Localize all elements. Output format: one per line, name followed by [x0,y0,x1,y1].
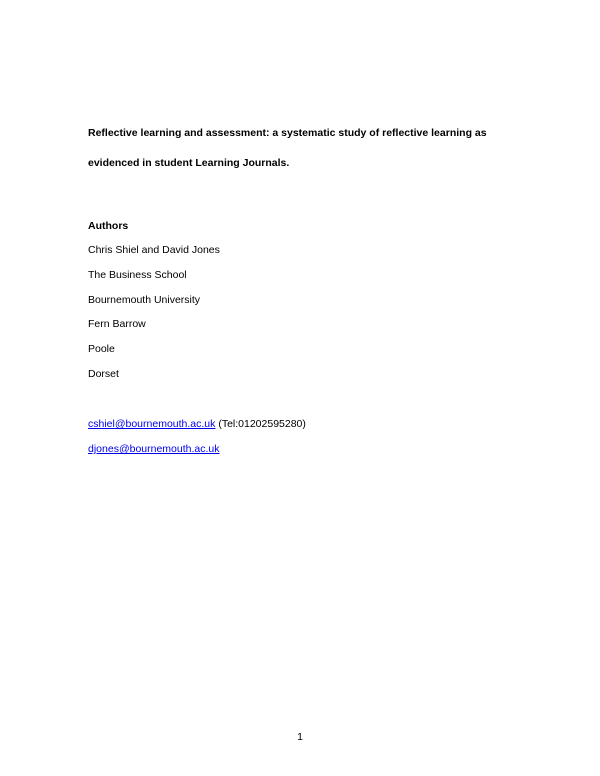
address-line-county: Dorset [88,367,119,380]
contact-item [88,416,306,441]
paper-title-line-1: Reflective learning and assessment: a systematic study of reflective learning as [88,127,487,139]
author-names: Chris Shiel and David Jones [88,244,220,256]
email-link-cshiel[interactable]: cshiel@bournemouth.ac.uk [88,418,216,430]
department: The Business School [88,268,187,281]
contact-item [88,441,306,466]
paper-title [88,118,528,178]
telephone-note: (Tel:01202595280) [218,418,306,430]
address-line-town: Poole [88,343,115,356]
author-address-block [88,242,220,391]
contact-list [88,416,306,466]
authors-heading: Authors [88,220,129,232]
address-line-street: Fern Barrow [88,318,146,331]
page-number: 1 [297,731,303,743]
institution: Bournemouth University [88,293,201,306]
paper-title-line-2: evidenced in student Learning Journals. [88,157,290,169]
email-link-djones[interactable]: djones@bournemouth.ac.uk [88,443,220,455]
